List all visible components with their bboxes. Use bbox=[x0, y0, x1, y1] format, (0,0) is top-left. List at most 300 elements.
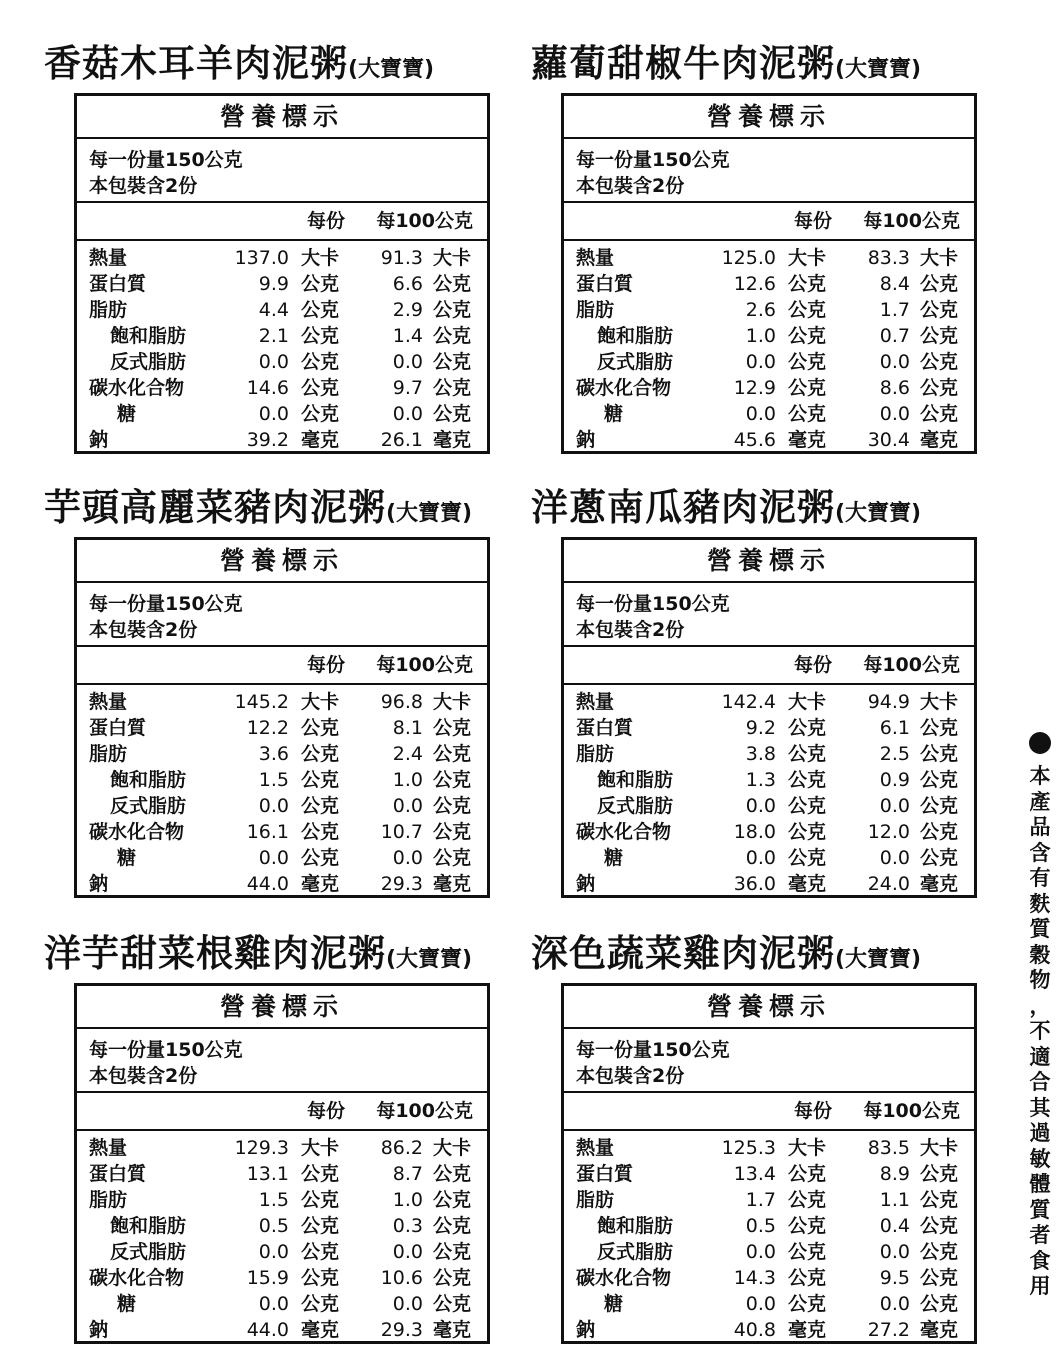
product-age-suffix: (大寶寶) bbox=[835, 947, 922, 972]
nutrient-name: 鈉 bbox=[576, 873, 596, 895]
per-100g-unit: 公克 bbox=[432, 717, 471, 739]
per-100g-unit: 公克 bbox=[432, 795, 471, 817]
per-100g-unit: 公克 bbox=[919, 769, 958, 791]
nutrient-row bbox=[77, 1187, 487, 1213]
per-100g-unit: 公克 bbox=[432, 1215, 471, 1237]
nutrient-name: 飽和脂肪 bbox=[110, 1215, 187, 1237]
per-100g-unit: 公克 bbox=[919, 351, 958, 373]
nutrient-row bbox=[77, 297, 487, 323]
per-serving-value: 12.2 bbox=[246, 717, 289, 739]
nutrient-row bbox=[77, 349, 487, 375]
per-100g-unit: 大卡 bbox=[432, 1137, 471, 1159]
per-100g-value: 12.0 bbox=[867, 821, 910, 843]
serving-info bbox=[564, 1029, 974, 1093]
nutrient-name: 蛋白質 bbox=[576, 273, 634, 295]
nutrient-row bbox=[564, 245, 974, 271]
per-serving-value: 44.0 bbox=[246, 873, 289, 895]
servings-per-pack: 本包裝含2份 bbox=[576, 175, 685, 197]
per-serving-value: 15.9 bbox=[246, 1267, 289, 1289]
nutrient-row bbox=[564, 1317, 974, 1343]
per-100g-value: 24.0 bbox=[867, 873, 910, 895]
serving-info bbox=[77, 1029, 487, 1093]
per-serving-unit: 毫克 bbox=[300, 1319, 339, 1341]
nutrient-name: 糖 bbox=[117, 403, 137, 425]
allergen-note-glyph: 質 bbox=[1029, 1197, 1051, 1222]
product-title bbox=[44, 927, 564, 981]
per-100g-value: 0.4 bbox=[879, 1215, 910, 1237]
per-100g-unit: 公克 bbox=[432, 743, 471, 765]
nutrient-name: 蛋白質 bbox=[576, 1163, 634, 1185]
nutrition-label bbox=[561, 93, 977, 454]
serving-size: 每一份量150公克 bbox=[576, 149, 730, 171]
servings-per-pack: 本包裝含2份 bbox=[89, 1065, 198, 1087]
nutrient-row bbox=[564, 689, 974, 715]
product-title bbox=[531, 481, 1051, 535]
per-100g-value: 86.2 bbox=[380, 1137, 423, 1159]
allergen-note-glyph: 麩 bbox=[1029, 891, 1051, 916]
per-serving-unit: 公克 bbox=[787, 847, 826, 869]
nutrient-name: 熱量 bbox=[576, 247, 615, 269]
per-100g-unit: 大卡 bbox=[919, 247, 958, 269]
per-100g-unit: 公克 bbox=[919, 299, 958, 321]
per-serving-header: 每份 bbox=[793, 654, 832, 676]
allergen-note-glyph: ， bbox=[1029, 993, 1051, 1018]
nutrient-row bbox=[564, 427, 974, 453]
per-100g-value: 1.7 bbox=[879, 299, 910, 321]
nutrition-label bbox=[561, 537, 977, 898]
serving-size: 每一份量150公克 bbox=[89, 593, 243, 615]
nutrient-row bbox=[77, 871, 487, 897]
nutrient-row bbox=[77, 375, 487, 401]
nutrient-row bbox=[77, 1291, 487, 1317]
per-100g-value: 94.9 bbox=[867, 691, 910, 713]
per-100g-unit: 公克 bbox=[919, 1215, 958, 1237]
nutrient-name: 熱量 bbox=[576, 691, 615, 713]
nutrient-name: 脂肪 bbox=[576, 1189, 615, 1211]
per-serving-value: 0.0 bbox=[258, 351, 289, 373]
per-serving-value: 0.0 bbox=[258, 847, 289, 869]
per-serving-unit: 公克 bbox=[300, 795, 339, 817]
nutrient-name: 碳水化合物 bbox=[89, 821, 185, 843]
per-serving-unit: 公克 bbox=[787, 299, 826, 321]
per-100g-unit: 公克 bbox=[432, 1293, 471, 1315]
nutrient-row bbox=[77, 323, 487, 349]
product-age-suffix: (大寶寶) bbox=[386, 947, 473, 972]
servings-per-pack: 本包裝含2份 bbox=[576, 1065, 685, 1087]
nutrient-row bbox=[564, 297, 974, 323]
per-serving-unit: 公克 bbox=[300, 299, 339, 321]
nutrient-row bbox=[77, 767, 487, 793]
per-serving-value: 40.8 bbox=[733, 1319, 776, 1341]
per-100g-value: 0.0 bbox=[392, 403, 423, 425]
nutrient-row bbox=[564, 1161, 974, 1187]
per-100g-value: 83.3 bbox=[867, 247, 910, 269]
per-serving-value: 0.5 bbox=[258, 1215, 289, 1237]
per-serving-value: 129.3 bbox=[234, 1137, 289, 1159]
per-serving-unit: 公克 bbox=[787, 1267, 826, 1289]
allergen-note-glyph: 其 bbox=[1029, 1095, 1051, 1120]
per-serving-unit: 公克 bbox=[300, 847, 339, 869]
per-serving-unit: 毫克 bbox=[787, 873, 826, 895]
allergen-note-glyph: 品 bbox=[1029, 815, 1051, 839]
per-serving-unit: 公克 bbox=[787, 1241, 826, 1263]
per-serving-unit: 公克 bbox=[300, 403, 339, 425]
per-serving-value: 39.2 bbox=[246, 429, 289, 451]
per-serving-unit: 公克 bbox=[300, 1163, 339, 1185]
per-serving-value: 0.5 bbox=[745, 1215, 776, 1237]
serving-size: 每一份量150公克 bbox=[89, 1039, 243, 1061]
per-100g-value: 8.6 bbox=[879, 377, 910, 399]
per-serving-value: 13.4 bbox=[733, 1163, 776, 1185]
nutrient-name: 碳水化合物 bbox=[576, 821, 672, 843]
per-serving-value: 0.0 bbox=[745, 795, 776, 817]
per-serving-value: 12.6 bbox=[733, 273, 776, 295]
per-serving-unit: 公克 bbox=[300, 273, 339, 295]
nutrient-row bbox=[564, 715, 974, 741]
allergen-note-glyph: 合 bbox=[1029, 1070, 1051, 1094]
per-100g-value: 0.9 bbox=[879, 769, 910, 791]
per-100g-value: 29.3 bbox=[380, 1319, 423, 1341]
allergen-note-glyph: 不 bbox=[1029, 1019, 1051, 1043]
per-serving-value: 18.0 bbox=[733, 821, 776, 843]
per-100g-unit: 公克 bbox=[919, 847, 958, 869]
per-serving-unit: 公克 bbox=[300, 1293, 339, 1315]
per-100g-value: 0.0 bbox=[392, 847, 423, 869]
per-serving-unit: 公克 bbox=[300, 351, 339, 373]
product-name: 洋蔥南瓜豬肉泥粥 bbox=[531, 486, 835, 529]
per-serving-value: 0.0 bbox=[745, 1293, 776, 1315]
nutrient-row bbox=[564, 767, 974, 793]
per-100g-value: 0.3 bbox=[392, 1215, 423, 1237]
column-headers bbox=[564, 1093, 974, 1131]
per-serving-unit: 公克 bbox=[787, 1163, 826, 1185]
per-serving-unit: 公克 bbox=[300, 769, 339, 791]
per-serving-unit: 公克 bbox=[787, 403, 826, 425]
product-title bbox=[531, 37, 1051, 91]
product-name: 蘿蔔甜椒牛肉泥粥 bbox=[531, 42, 835, 85]
nutrient-name: 糖 bbox=[117, 847, 137, 869]
nutrient-row bbox=[77, 845, 487, 871]
per-serving-value: 4.4 bbox=[258, 299, 289, 321]
nutrient-name: 熱量 bbox=[89, 691, 128, 713]
per-serving-unit: 公克 bbox=[787, 821, 826, 843]
product-name: 深色蔬菜雞肉泥粥 bbox=[531, 932, 835, 975]
per-100g-value: 91.3 bbox=[380, 247, 423, 269]
nutrient-name: 反式脂肪 bbox=[597, 1241, 674, 1263]
per-100g-value: 8.9 bbox=[879, 1163, 910, 1185]
nutrient-name: 脂肪 bbox=[89, 743, 128, 765]
product-age-suffix: (大寶寶) bbox=[835, 57, 922, 82]
per-100g-value: 0.0 bbox=[392, 1293, 423, 1315]
servings-per-pack: 本包裝含2份 bbox=[576, 619, 685, 641]
per-100g-unit: 公克 bbox=[432, 299, 471, 321]
per-serving-unit: 公克 bbox=[300, 1241, 339, 1263]
nutrient-row bbox=[77, 1265, 487, 1291]
per-serving-unit: 公克 bbox=[787, 325, 826, 347]
serving-info bbox=[77, 583, 487, 647]
column-headers bbox=[77, 203, 487, 241]
nutrient-row bbox=[77, 427, 487, 453]
per-100g-unit: 大卡 bbox=[919, 1137, 958, 1159]
per-100g-unit: 毫克 bbox=[432, 429, 471, 451]
per-100g-unit: 公克 bbox=[432, 1241, 471, 1263]
allergen-note-glyph: 有 bbox=[1029, 866, 1051, 890]
product-name: 香菇木耳羊肉泥粥 bbox=[44, 42, 348, 85]
nutrient-name: 飽和脂肪 bbox=[597, 769, 674, 791]
per-100g-unit: 公克 bbox=[919, 795, 958, 817]
per-100g-unit: 大卡 bbox=[432, 691, 471, 713]
serving-info bbox=[564, 139, 974, 203]
per-100g-value: 9.5 bbox=[879, 1267, 910, 1289]
per-serving-value: 0.0 bbox=[745, 403, 776, 425]
per-serving-value: 0.0 bbox=[258, 403, 289, 425]
nutrition-label-heading: 營養標示 bbox=[77, 96, 487, 139]
nutrient-name: 反式脂肪 bbox=[110, 351, 187, 373]
nutrient-row bbox=[77, 819, 487, 845]
allergen-note-glyph: 含 bbox=[1029, 840, 1051, 865]
per-serving-unit: 公克 bbox=[787, 795, 826, 817]
nutrient-row bbox=[564, 375, 974, 401]
nutrient-rows bbox=[564, 1131, 974, 1343]
per-serving-header: 每份 bbox=[793, 1100, 832, 1122]
per-serving-value: 0.0 bbox=[745, 1241, 776, 1263]
per-100g-unit: 公克 bbox=[432, 377, 471, 399]
allergen-note-glyph: 敏 bbox=[1029, 1146, 1051, 1171]
per-serving-value: 12.9 bbox=[733, 377, 776, 399]
per-serving-unit: 公克 bbox=[787, 717, 826, 739]
per-100g-unit: 公克 bbox=[919, 1189, 958, 1211]
product-title bbox=[44, 481, 564, 535]
per-serving-value: 2.6 bbox=[745, 299, 776, 321]
per-100g-header: 每100公克 bbox=[376, 210, 473, 232]
per-serving-value: 9.2 bbox=[745, 717, 776, 739]
product-title bbox=[531, 927, 1051, 981]
nutrient-name: 脂肪 bbox=[576, 743, 615, 765]
per-serving-value: 1.3 bbox=[745, 769, 776, 791]
nutrient-rows bbox=[564, 685, 974, 897]
nutrient-rows bbox=[564, 241, 974, 453]
per-100g-value: 0.0 bbox=[392, 351, 423, 373]
per-100g-unit: 毫克 bbox=[432, 873, 471, 895]
per-100g-unit: 公克 bbox=[432, 1163, 471, 1185]
nutrition-label bbox=[74, 983, 490, 1344]
per-100g-value: 96.8 bbox=[380, 691, 423, 713]
per-serving-value: 1.7 bbox=[745, 1189, 776, 1211]
per-serving-unit: 毫克 bbox=[787, 1319, 826, 1341]
per-100g-unit: 公克 bbox=[432, 1189, 471, 1211]
nutrient-row bbox=[77, 793, 487, 819]
per-serving-unit: 公克 bbox=[787, 743, 826, 765]
serving-size: 每一份量150公克 bbox=[576, 593, 730, 615]
per-serving-unit: 公克 bbox=[300, 743, 339, 765]
serving-info bbox=[77, 139, 487, 203]
per-100g-header: 每100公克 bbox=[863, 654, 960, 676]
per-serving-value: 125.0 bbox=[721, 247, 776, 269]
per-100g-unit: 公克 bbox=[919, 403, 958, 425]
per-serving-value: 0.0 bbox=[258, 1241, 289, 1263]
per-100g-unit: 大卡 bbox=[919, 691, 958, 713]
nutrient-row bbox=[564, 793, 974, 819]
per-serving-unit: 大卡 bbox=[787, 691, 826, 713]
serving-info bbox=[564, 583, 974, 647]
allergen-note-text bbox=[1022, 764, 1058, 1300]
per-serving-value: 1.0 bbox=[745, 325, 776, 347]
product-age-suffix: (大寶寶) bbox=[348, 57, 435, 82]
per-serving-value: 1.5 bbox=[258, 769, 289, 791]
nutrient-row bbox=[77, 741, 487, 767]
per-100g-unit: 公克 bbox=[432, 403, 471, 425]
nutrient-name: 蛋白質 bbox=[576, 717, 634, 739]
nutrient-row bbox=[564, 323, 974, 349]
per-100g-unit: 公克 bbox=[919, 717, 958, 739]
nutrient-name: 脂肪 bbox=[89, 1189, 128, 1211]
per-serving-header: 每份 bbox=[306, 210, 345, 232]
per-100g-unit: 公克 bbox=[919, 325, 958, 347]
per-serving-value: 3.6 bbox=[258, 743, 289, 765]
per-100g-unit: 毫克 bbox=[432, 1319, 471, 1341]
per-100g-unit: 公克 bbox=[432, 821, 471, 843]
nutrient-name: 蛋白質 bbox=[89, 1163, 147, 1185]
per-serving-value: 125.3 bbox=[721, 1137, 776, 1159]
column-headers bbox=[564, 203, 974, 241]
per-serving-value: 0.0 bbox=[258, 795, 289, 817]
nutrient-row bbox=[77, 1317, 487, 1343]
servings-per-pack: 本包裝含2份 bbox=[89, 175, 198, 197]
column-headers bbox=[564, 647, 974, 685]
nutrient-name: 糖 bbox=[604, 403, 624, 425]
per-serving-unit: 公克 bbox=[300, 1189, 339, 1211]
per-serving-value: 2.1 bbox=[258, 325, 289, 347]
serving-size: 每一份量150公克 bbox=[89, 149, 243, 171]
nutrient-name: 鈉 bbox=[89, 429, 109, 451]
per-serving-unit: 公克 bbox=[787, 1293, 826, 1315]
nutrient-row bbox=[77, 245, 487, 271]
nutrient-row bbox=[564, 845, 974, 871]
per-100g-value: 0.0 bbox=[879, 847, 910, 869]
nutrient-rows bbox=[77, 1131, 487, 1343]
per-100g-unit: 公克 bbox=[432, 1267, 471, 1289]
nutrient-row bbox=[77, 715, 487, 741]
nutrition-label-heading: 營養標示 bbox=[77, 540, 487, 583]
nutrient-name: 反式脂肪 bbox=[597, 795, 674, 817]
nutrition-label bbox=[74, 537, 490, 898]
nutrient-row bbox=[77, 689, 487, 715]
nutrient-row bbox=[77, 1213, 487, 1239]
servings-per-pack: 本包裝含2份 bbox=[89, 619, 198, 641]
per-100g-unit: 毫克 bbox=[919, 429, 958, 451]
nutrient-name: 鈉 bbox=[89, 1319, 109, 1341]
nutrient-row bbox=[564, 741, 974, 767]
nutrient-name: 鈉 bbox=[576, 429, 596, 451]
nutrient-name: 鈉 bbox=[89, 873, 109, 895]
nutrient-rows bbox=[77, 685, 487, 897]
per-100g-header: 每100公克 bbox=[376, 654, 473, 676]
nutrient-row bbox=[564, 401, 974, 427]
per-100g-unit: 公克 bbox=[432, 351, 471, 373]
per-100g-value: 8.1 bbox=[392, 717, 423, 739]
allergen-note-glyph: 物 bbox=[1029, 968, 1051, 992]
per-100g-value: 10.7 bbox=[380, 821, 423, 843]
per-100g-value: 0.0 bbox=[879, 403, 910, 425]
per-100g-header: 每100公克 bbox=[863, 210, 960, 232]
per-100g-header: 每100公克 bbox=[376, 1100, 473, 1122]
nutrient-row bbox=[564, 1239, 974, 1265]
per-100g-unit: 公克 bbox=[919, 377, 958, 399]
per-serving-header: 每份 bbox=[306, 654, 345, 676]
nutrient-name: 飽和脂肪 bbox=[597, 325, 674, 347]
per-serving-value: 0.0 bbox=[745, 351, 776, 373]
nutrient-name: 飽和脂肪 bbox=[110, 769, 187, 791]
per-serving-unit: 公克 bbox=[300, 377, 339, 399]
allergen-note-glyph: 適 bbox=[1029, 1044, 1051, 1069]
product-name: 洋芋甜菜根雞肉泥粥 bbox=[44, 932, 386, 975]
nutrition-label-heading: 營養標示 bbox=[77, 986, 487, 1029]
nutrient-name: 脂肪 bbox=[576, 299, 615, 321]
nutrient-row bbox=[77, 1135, 487, 1161]
nutrient-row bbox=[77, 1239, 487, 1265]
nutrient-row bbox=[77, 271, 487, 297]
nutrient-name: 蛋白質 bbox=[89, 717, 147, 739]
nutrient-name: 反式脂肪 bbox=[110, 1241, 187, 1263]
per-100g-value: 26.1 bbox=[380, 429, 423, 451]
per-100g-unit: 公克 bbox=[919, 1163, 958, 1185]
serving-size: 每一份量150公克 bbox=[576, 1039, 730, 1061]
nutrient-name: 蛋白質 bbox=[89, 273, 147, 295]
per-serving-unit: 大卡 bbox=[300, 1137, 339, 1159]
per-serving-unit: 公克 bbox=[787, 377, 826, 399]
allergen-note-glyph: 本 bbox=[1029, 764, 1051, 788]
nutrient-row bbox=[564, 1187, 974, 1213]
per-100g-value: 0.0 bbox=[392, 1241, 423, 1263]
nutrient-rows bbox=[77, 241, 487, 453]
nutrition-label bbox=[74, 93, 490, 454]
per-100g-value: 0.7 bbox=[879, 325, 910, 347]
per-100g-value: 30.4 bbox=[867, 429, 910, 451]
per-serving-value: 0.0 bbox=[745, 847, 776, 869]
per-serving-unit: 毫克 bbox=[300, 429, 339, 451]
nutrient-row bbox=[564, 1291, 974, 1317]
per-100g-value: 0.0 bbox=[879, 351, 910, 373]
allergen-note-glyph: 者 bbox=[1029, 1223, 1051, 1247]
product-title bbox=[44, 37, 564, 91]
per-100g-unit: 公克 bbox=[919, 1241, 958, 1263]
per-100g-unit: 公克 bbox=[919, 273, 958, 295]
per-serving-unit: 大卡 bbox=[300, 691, 339, 713]
per-serving-unit: 毫克 bbox=[787, 429, 826, 451]
nutrient-name: 飽和脂肪 bbox=[597, 1215, 674, 1237]
per-serving-value: 44.0 bbox=[246, 1319, 289, 1341]
per-100g-value: 1.0 bbox=[392, 769, 423, 791]
per-serving-unit: 公克 bbox=[300, 821, 339, 843]
nutrient-row bbox=[77, 401, 487, 427]
nutrient-name: 糖 bbox=[604, 1293, 624, 1315]
filled-circle-bullet-icon bbox=[1029, 732, 1051, 754]
per-100g-value: 83.5 bbox=[867, 1137, 910, 1159]
per-100g-unit: 公克 bbox=[432, 273, 471, 295]
nutrient-row bbox=[564, 819, 974, 845]
per-100g-unit: 公克 bbox=[919, 1293, 958, 1315]
per-100g-unit: 公克 bbox=[432, 325, 471, 347]
per-100g-unit: 毫克 bbox=[919, 873, 958, 895]
per-100g-unit: 公克 bbox=[919, 743, 958, 765]
per-serving-unit: 公克 bbox=[787, 273, 826, 295]
per-100g-value: 0.0 bbox=[879, 1241, 910, 1263]
allergen-note bbox=[1022, 730, 1058, 1300]
per-100g-value: 6.6 bbox=[392, 273, 423, 295]
per-serving-unit: 公克 bbox=[787, 769, 826, 791]
allergen-note-glyph: 過 bbox=[1029, 1121, 1051, 1145]
allergen-note-glyph: 質 bbox=[1029, 917, 1051, 941]
